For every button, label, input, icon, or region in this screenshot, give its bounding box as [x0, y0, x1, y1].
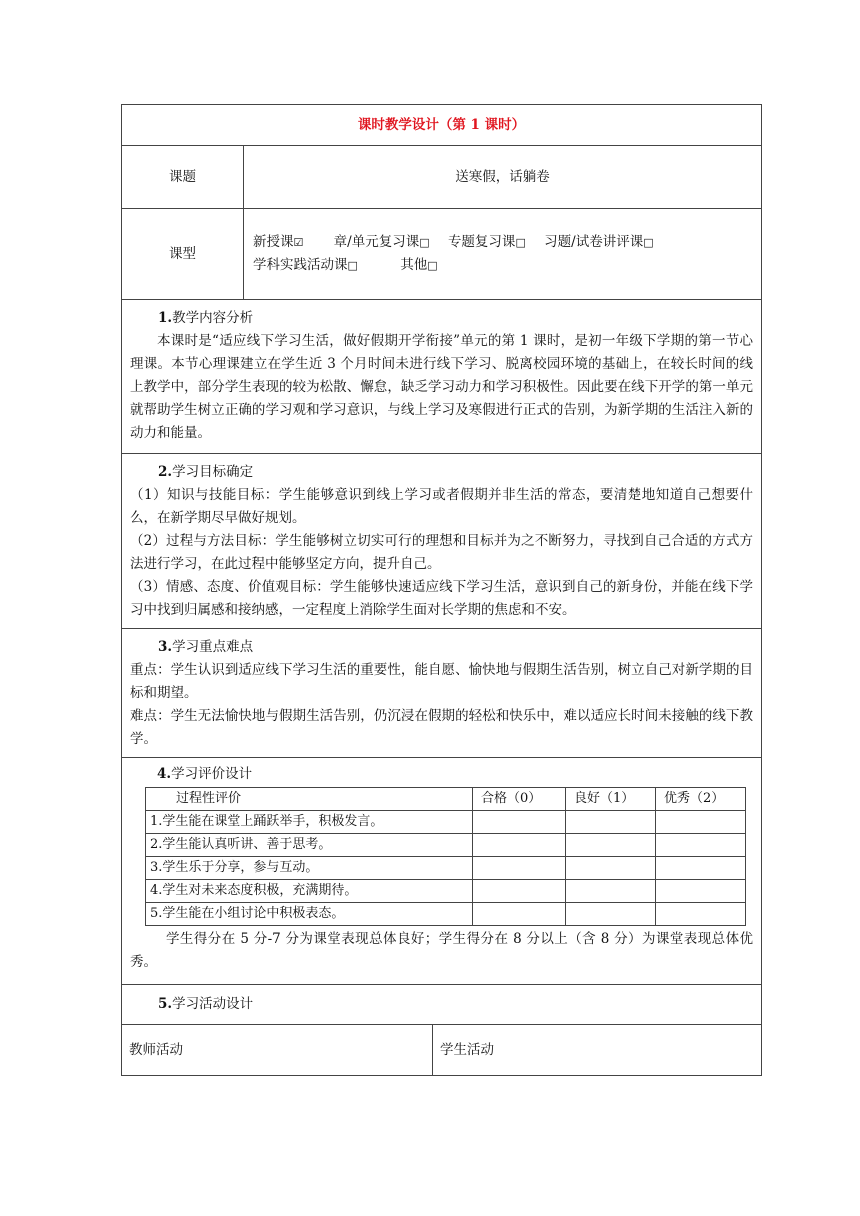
- evaluation-table: [145, 787, 746, 926]
- topic-value: 送寒假，话躺卷: [244, 146, 762, 209]
- section-heading: 1.教学内容分析: [158, 310, 254, 326]
- criterion-cell: 1.学生能在课堂上踊跃举手，积极发言。: [146, 811, 473, 834]
- section-heading: 2.学习目标确定: [158, 464, 254, 480]
- checkbox-icon: □: [419, 236, 430, 249]
- section-key-points: [122, 629, 762, 758]
- section-heading: 3.学习重点难点: [158, 639, 254, 655]
- option-topic-review: 专题复习课□: [447, 234, 526, 250]
- option-new-lesson: 新授课☑: [253, 234, 304, 250]
- column-header: 合格（0）: [473, 788, 566, 811]
- lesson-type-label: 课型: [122, 209, 244, 300]
- section-content-analysis: [122, 300, 762, 454]
- criterion-cell: 4.学生对未来态度积极，充满期待。: [146, 880, 473, 903]
- teacher-activity-header: 教师活动: [122, 1025, 433, 1076]
- lesson-type-line-1: [253, 231, 761, 254]
- objective-item: （3）情感、态度、价值观目标：学生能够快速适应线下学习生活，意识到自己的新身份，并能在线下学习中找到归属感和接纳感，一定程度上消除学生面对长学期的焦虑和不安。: [130, 579, 754, 618]
- section-activity-design: [122, 985, 762, 1025]
- section-heading: 5.学习活动设计: [158, 996, 254, 1012]
- option-unit-review: 章/单元复习课□: [333, 234, 430, 250]
- evaluation-note: 学生得分在 5 分-7 分为课堂表现总体良好；学生得分在 8 分以上（含 8 分）为课堂表现总体优秀。: [130, 931, 754, 970]
- section-heading: 4.学习评价设计: [157, 766, 253, 782]
- column-header: 过程性评价: [146, 788, 473, 811]
- table-row: [146, 811, 746, 834]
- objective-item: （1）知识与技能目标：学生能够意识到线上学习或者假期并非生活的常态，要清楚地知道自己想要什么，在新学期尽早做好规划。: [130, 487, 754, 526]
- checked-box-icon: ☑: [293, 236, 304, 249]
- lesson-type-line-2: [253, 254, 761, 277]
- column-header: 良好（1）: [566, 788, 656, 811]
- evaluation-header-row: [146, 788, 746, 811]
- document-title: 课时教学设计（第 1 课时）: [122, 105, 762, 146]
- topic-label: 课题: [122, 146, 244, 209]
- table-row: [146, 857, 746, 880]
- lesson-type-options: [244, 209, 762, 300]
- table-row: [146, 903, 746, 926]
- key-point: 重点：学生认识到适应线下学习生活的重要性，能自愿、愉快地与假期生活告别，树立自己对新学期的目标和期望。: [130, 662, 754, 701]
- option-other: 其他□: [400, 257, 438, 273]
- lesson-plan-document: [121, 104, 761, 1076]
- section-evaluation: [122, 758, 762, 985]
- checkbox-icon: □: [515, 236, 526, 249]
- criterion-cell: 3.学生乐于分享，参与互动。: [146, 857, 473, 880]
- checkbox-icon: □: [427, 259, 438, 272]
- option-practice-activity: 学科实践活动课□: [253, 257, 358, 273]
- section-body: 本课时是“适应线下学习生活，做好假期开学衔接”单元的第 1 课时，是初一年级下学期的第一节心理课。本节心理课建立在学生近 3 个月时间未进行线下学习、脱离校园环境的基础上，在较长时间的线上教学中，部分学生表现的较为松散、懈怠，缺乏学习动力和学习积极性。因此要在线下开学的第一单元就帮助学生树立正确的学习观和学习意识，与线上学习及寒假进行正式的告别，为新学期的生活注入新的动力和能量。: [130, 333, 754, 441]
- table-row: [146, 834, 746, 857]
- table-row: [146, 880, 746, 903]
- lesson-plan-table: [121, 104, 762, 1076]
- column-header: 优秀（2）: [656, 788, 746, 811]
- checkbox-icon: □: [643, 236, 654, 249]
- option-exercise-review: 习题/试卷讲评课□: [544, 234, 654, 250]
- objective-item: （2）过程与方法目标：学生能够树立切实可行的理想和目标并为之不断努力，寻找到自己合适的方式方法进行学习，在此过程中能够坚定方向，提升自己。: [130, 533, 754, 572]
- difficult-point: 难点：学生无法愉快地与假期生活告别，仍沉浸在假期的轻松和快乐中，难以适应长时间未接触的线下教学。: [130, 708, 754, 747]
- section-learning-objectives: [122, 454, 762, 629]
- criterion-cell: 2.学生能认真听讲、善于思考。: [146, 834, 473, 857]
- criterion-cell: 5.学生能在小组讨论中积极表态。: [146, 903, 473, 926]
- student-activity-header: 学生活动: [433, 1025, 762, 1076]
- checkbox-icon: □: [347, 259, 358, 272]
